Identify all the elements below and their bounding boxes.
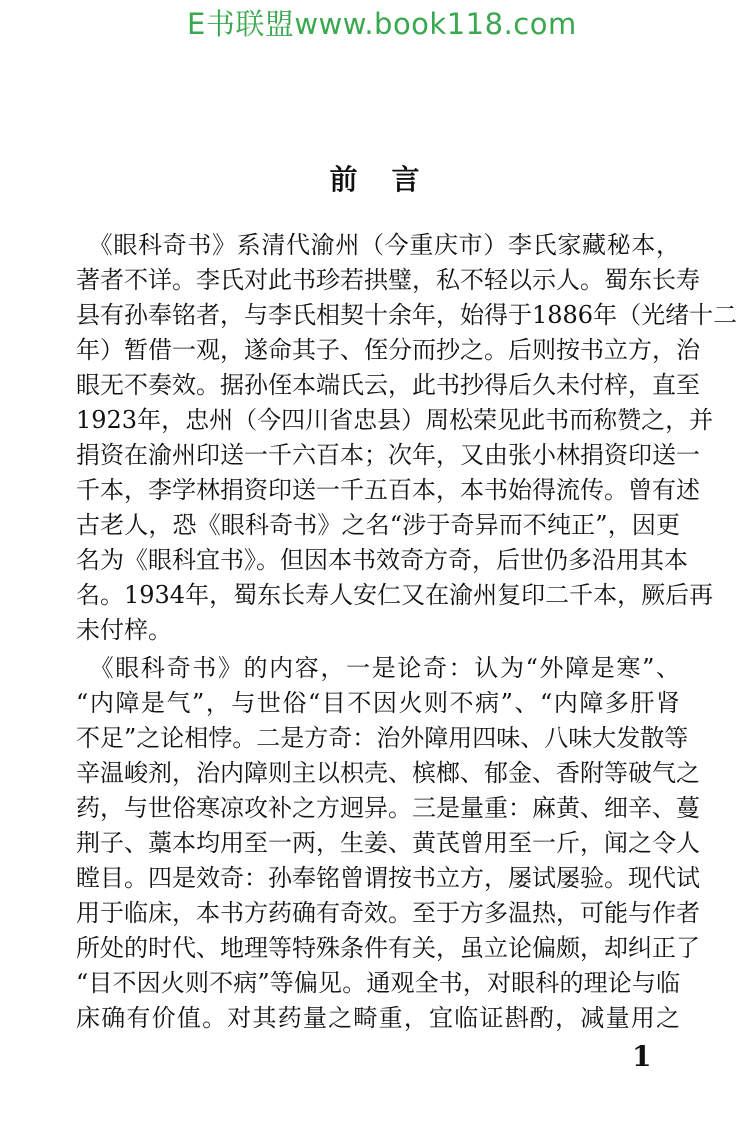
text-line: “内障是气”，与世俗“目不因火则不病”、“内障多肝肾 <box>76 689 680 717</box>
text-line: 药，与世俗寒凉攻补之方迥异。三是量重：麻黄、细辛、蔓 <box>76 794 700 822</box>
watermark-header: E书联盟www.book118.com <box>187 7 577 41</box>
body-text <box>76 228 738 1036</box>
text-line: 《眼科奇书》系清代渝州（今重庆市）李氏家藏秘本， <box>76 231 680 259</box>
page-number: 1 <box>632 1040 652 1073</box>
text-line: 《眼科奇书》的内容，一是论奇：认为“外障是寒”、 <box>76 654 680 682</box>
text-line: 千本，李学林捐资印送一千五百本，本书始得流传。曾有述 <box>76 476 700 504</box>
text-line: 眼无不奏效。据孙侄本端氏云，此书抄得后久未付梓，直至 <box>76 371 700 399</box>
text-line: 古老人，恐《眼科奇书》之名“涉于奇异而不纯正”，因更 <box>76 511 680 539</box>
paragraph-1 <box>76 228 738 648</box>
text-line: 捐资在渝州印送一千六百本；次年，又由张小林捐资印送一 <box>76 441 700 469</box>
text-line: 辛温峻剂，治内障则主以枳壳、槟榔、郁金、香附等破气之 <box>76 759 700 787</box>
text-line: “目不因火则不病”等偏见。通观全书，对眼科的理论与临 <box>76 969 680 997</box>
text-line: 名。1934年，蜀东长寿人安仁又在渝州复印二千本，厥后再 <box>76 581 714 609</box>
text-line: 1923年，忠州（今四川省忠县）周松荣见此书而称赞之，并 <box>76 406 714 434</box>
text-line: 未付梓。 <box>76 616 172 644</box>
text-line: 荆子、藁本均用至一两，生姜、黄芪曾用至一斤，闻之令人 <box>76 829 700 857</box>
text-line: 用于临床，本书方药确有奇效。至于方多温热，可能与作者 <box>76 899 700 927</box>
text-line: 所处的时代、地理等特殊条件有关，虽立论偏颇，却纠正了 <box>76 934 700 962</box>
text-line: 著者不详。李氏对此书珍若拱璧，私不轻以示人。蜀东长寿 <box>76 266 700 294</box>
text-line: 名为《眼科宜书》。但因本书效奇方奇，后世仍多沿用其本 <box>76 546 688 574</box>
text-line: 不足”之论相悖。二是方奇：治外障用四味、八味大发散等 <box>76 724 689 752</box>
text-line: 瞠目。四是效奇：孙奉铭曾谓按书立方，屡试屡验。现代试 <box>76 864 700 892</box>
text-line: 床确有价值。对其药量之畸重，宜临证斟酌，减量用之 <box>76 1004 680 1032</box>
page-title: 前言 <box>329 163 454 196</box>
text-line: 年）暂借一观，遂命其子、侄分而抄之。后则按书立方，治 <box>76 336 700 364</box>
text-line: 县有孙奉铭者，与李氏相契十余年，始得于1886年（光绪十二 <box>76 301 738 329</box>
paragraph-2 <box>76 651 700 1036</box>
